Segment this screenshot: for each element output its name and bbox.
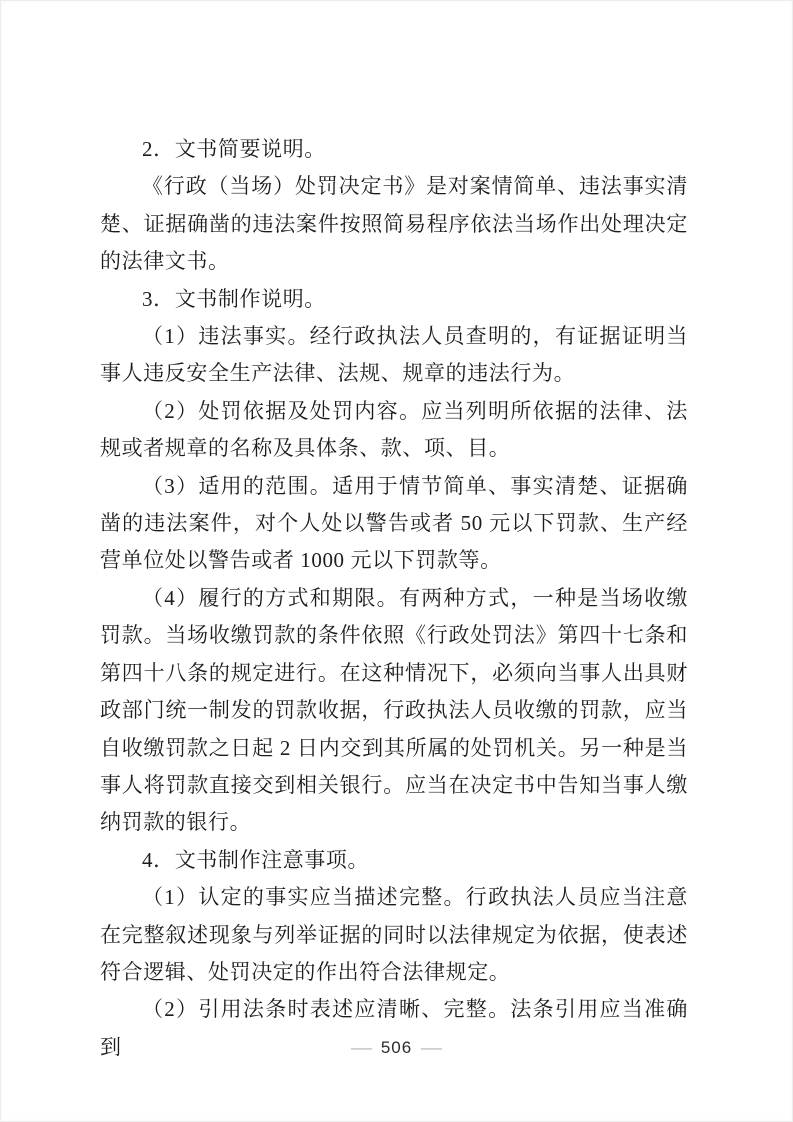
section-heading-2: 2．文书简要说明。 (142, 137, 326, 161)
document-paragraph: 《行政（当场）处罚决定书》是对案情简单、违法事实清楚、证据确凿的违法案件按照简易程序依法当场作出处理决定的法律文书。 (100, 174, 688, 274)
document-paragraph: （2）处罚依据及处罚内容。应当列明所依据的法律、法规或者规章的名称及具体条、款、项、目。 (100, 398, 688, 461)
document-paragraph: （1）违法事实。经行政执法人员查明的，有证据证明当事人违反安全生产法律、法规、规章的违法行为。 (100, 324, 688, 386)
document-paragraph: （1）认定的事实应当描述完整。行政执法人员应当注意在完整叙述现象与列举证据的同时以法律规定为依据，使表述符合逻辑、处罚决定的作出符合法律规定。 (100, 885, 688, 984)
footer-dash-right: — (421, 1038, 443, 1057)
page-number: 506 (380, 1038, 413, 1057)
document-paragraph: （4）履行的方式和期限。有两种方式，一种是当场收缴罚款。当场收缴罚款的条件依照《行政处罚法》第四十七条和第四十八条的规定进行。在这种情况下，必须向当事人出具财政部门统一制发的罚款收据，行政执法人员收缴的罚款，应当自收缴罚款之日起 2 日内交到其所属的处罚机关。另一种是当事人将罚款直接交到相关银行。应当在决定书中告知当事人缴纳罚款的银行。 (100, 585, 688, 835)
section-heading-3: 3．文书制作说明。 (142, 286, 326, 311)
document-paragraph: （3）适用的范围。适用于情节简单、事实清楚、证据确凿的违法案件，对个人处以警告或者 50 元以下罚款、生产经营单位处以警告或者 1000 元以下罚款等。 (100, 473, 688, 573)
section-heading-4: 4．文书制作注意事项。 (142, 847, 370, 872)
footer-dash-left: — (350, 1038, 372, 1057)
page-footer (0, 1038, 793, 1058)
document-paragraph: （2）引用法条时表述应清晰、完整。法条引用应当准确到 (100, 997, 688, 1059)
document-body (100, 131, 688, 1066)
